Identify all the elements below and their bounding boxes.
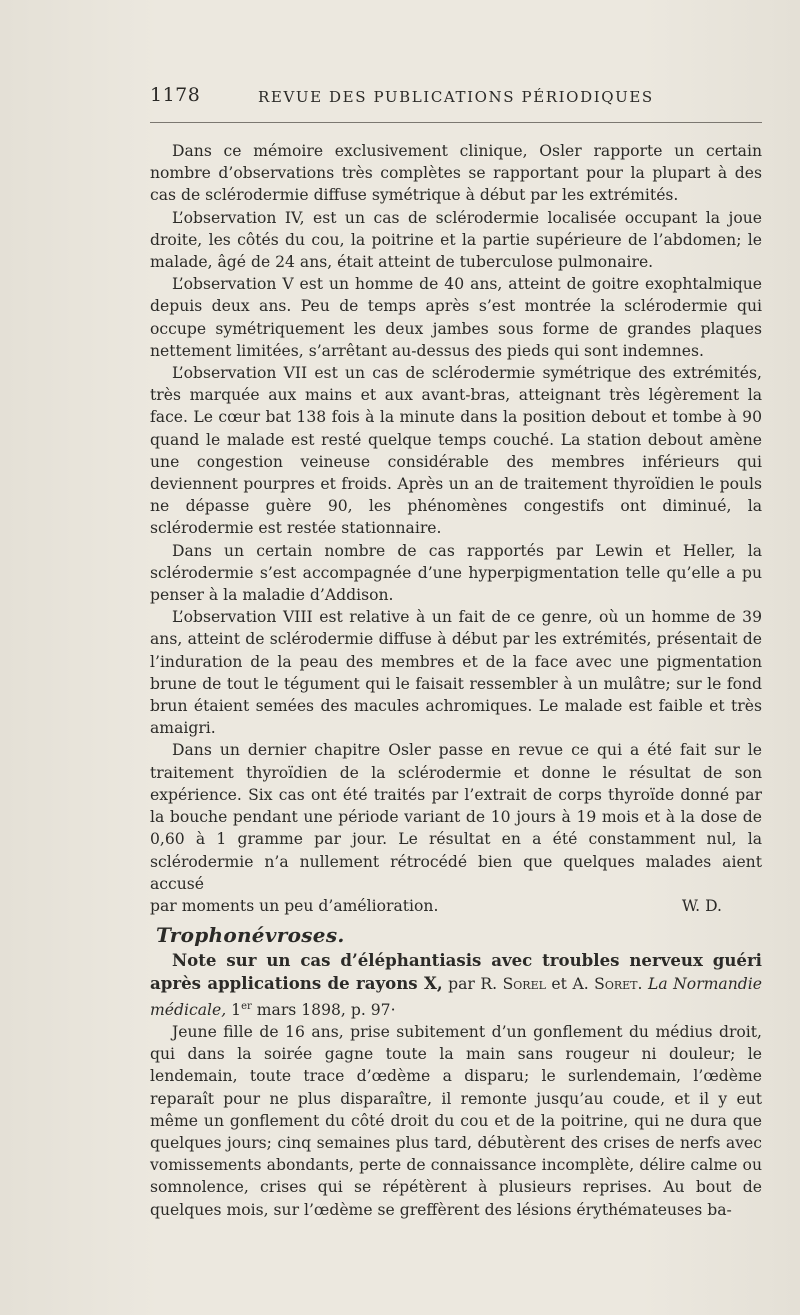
page-header (150, 84, 762, 114)
date-superscript: er (241, 1000, 252, 1012)
section-title: Trophonévroses. (156, 923, 345, 948)
paragraph: L’observation IV, est un cas de sclérodermie localisée occupant la joue droite, les côtés du cou, la poitrine et la partie supérieure de l’abdomen; le malade, âgé de 24 ans, était atteint de tuberculose pulmonaire. (150, 208, 762, 272)
paragraph: L’observation VIII est relative à un fait de ce genre, où un homme de 39 ans, atteint de sclérodermie diffuse à début par les extrémités, présentait de l’induration de la peau des membres et de la face avec une pigmentation brune de tout le tégument qui le faisait ressembler à un mulâtre; sur le fond brun étaient semées des macules achromiques. Le malade est faible et très amaigri. (150, 608, 762, 738)
date-day: 1 (231, 1000, 242, 1019)
paragraph: Dans ce mémoire exclusivement clinique, Osler rapporte un certain nombre d’observations très complètes se rapportant pour la plupart à des cas de sclérodermie diffuse symétrique à début par les extrémités. (150, 142, 762, 205)
article-body (150, 140, 762, 1221)
paragraph: L’observation V est un homme de 40 ans, atteint de goitre exophtalmique depuis deux ans. Peu de temps après s’est montrée la sclérodermie qui occupe symétriquement les deux jambes sous forme de grandes plaques nettement limitées, s’arrêtant au-dessus des pieds qui sont indemnes. (150, 275, 762, 360)
paragraph-last: Dans un dernier chapitre Osler passe en revue ce qui a été fait sur le traitement thyroïdien de la sclérodermie et donne le résultat de son expérience. Six cas ont été traités par l’extrait de corps thyroïde donné par la bouche pendant une période variant de 10 jours à 19 mois et à la dose de 0,60 à 1 gramme par jour. Le résultat en a été constamment nul, la sclérodermie n’a nullement rétrocédé bien que quelques malades aient accusé (150, 741, 762, 893)
article-title: Note sur un cas d’éléphantiasis avec troubles nerveux guéri après applications de rayons X, (150, 950, 762, 994)
paragraph: Dans un certain nombre de cas rapportés par Lewin et Heller, la sclérodermie s’est accompagnée d’une hyperpigmentation telle qu’elle a pu penser à la maladie d’Addison. (150, 541, 762, 605)
page-number: 1178 (150, 84, 201, 106)
author-1: R. Sorel (480, 975, 546, 994)
date-rest: mars 1898, p. 97· (256, 1000, 396, 1019)
paragraph: L’observation VII est un cas de sclérodermie symétrique des extrémités, très marquée aux mains et aux avant-bras, atteignant très légèrement la face. Le cœur bat 138 fois à la minute dans la position debout et tombe à 90 quand le malade est resté quelque temps couché. La station debout amène une congestion veineuse considérable des membres inférieurs qui deviennent pourpres et froids. Après un an de traitement thyroïdien le pouls ne dépasse guère 90, les phénomènes congestifs ont diminué, la sclérodermie est restée stationnaire. (150, 364, 762, 538)
citation-by: par (448, 975, 475, 994)
closing-text: par moments un peu d’amélioration. (150, 896, 439, 915)
running-title: REVUE DES PUBLICATIONS PÉRIODIQUES (258, 88, 654, 106)
paragraph-final: Jeune fille de 16 ans, prise subitement d’un gonflement du médius droit, qui dans la soirée gagne toute la main sans rougeur ni douleur; le lendemain, toute trace d’œdème a disparu; le surlendemain, l’œdème reparaît pour ne plus disparaître, il remonte jusqu’au coude, et il y eut même un gonflement du côté droit du cou et de la poitrine, qui ne dura que quelques jours; cinq semaines plus tard, débutèrent des crises de nerfs avec vomissements abondants, perte de connaissance incomplète, délire calme ou somnolence, crises qui se répétèrent à plusieurs reprises. Au bout de quelques mois, sur l’œdème se greffèrent des lésions érythémateuses ba- (150, 1022, 762, 1219)
journal-name: La Normandie médicale, (150, 975, 762, 1019)
article-citation (150, 949, 762, 1021)
header-rule (150, 122, 762, 123)
closing-line (150, 895, 762, 917)
signature: W. D. (681, 896, 722, 915)
citation-and: et (551, 975, 567, 994)
author-2: A. Soret. (572, 975, 643, 994)
